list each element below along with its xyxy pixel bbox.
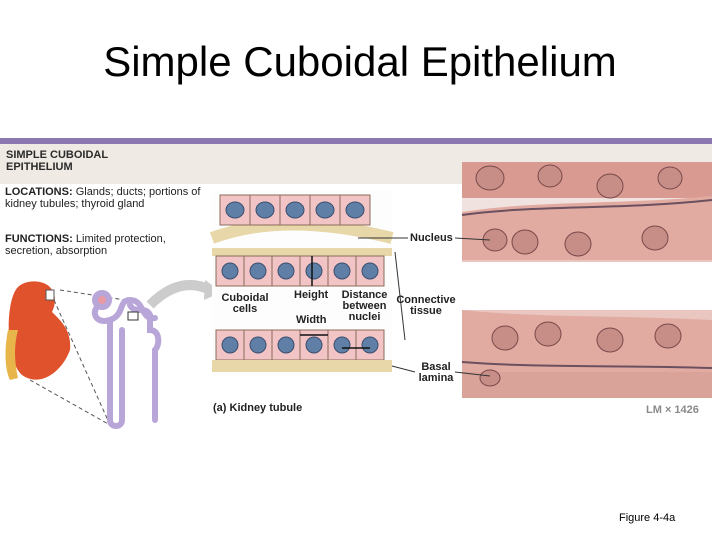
locations-label: LOCATIONS: <box>5 186 73 198</box>
label-connective-tissue: Connective tissue <box>396 294 456 317</box>
label-height: Height <box>294 289 329 301</box>
micrograph-caption: LM × 1426 <box>646 404 699 416</box>
micrograph <box>455 162 712 398</box>
nephron-illustration <box>95 293 158 426</box>
locations-text: Glands; ducts; portions of kidney tubules; thyroid gland <box>5 186 201 210</box>
functions-label: FUNCTIONS: <box>5 233 73 245</box>
label-nucleus: Nucleus <box>410 232 453 244</box>
label-width: Width <box>296 314 327 326</box>
figure-reference: Figure 4-4a <box>619 512 676 524</box>
label-kidney-tubule: (a) Kidney tubule <box>213 402 303 414</box>
slide-title: Simple Cuboidal Epithelium <box>103 38 617 85</box>
functions-text: Limited protection, secretion, absorption <box>5 233 166 257</box>
tubule-drawing <box>212 190 415 375</box>
label-distance-between-nuclei: Distance between nuclei <box>341 289 388 323</box>
panel-heading: SIMPLE CUBOIDAL EPITHELIUM <box>6 149 108 173</box>
label-cuboidal-cells: Cuboidal cells <box>221 292 269 315</box>
label-basal-lamina: Basal lamina <box>418 361 454 384</box>
